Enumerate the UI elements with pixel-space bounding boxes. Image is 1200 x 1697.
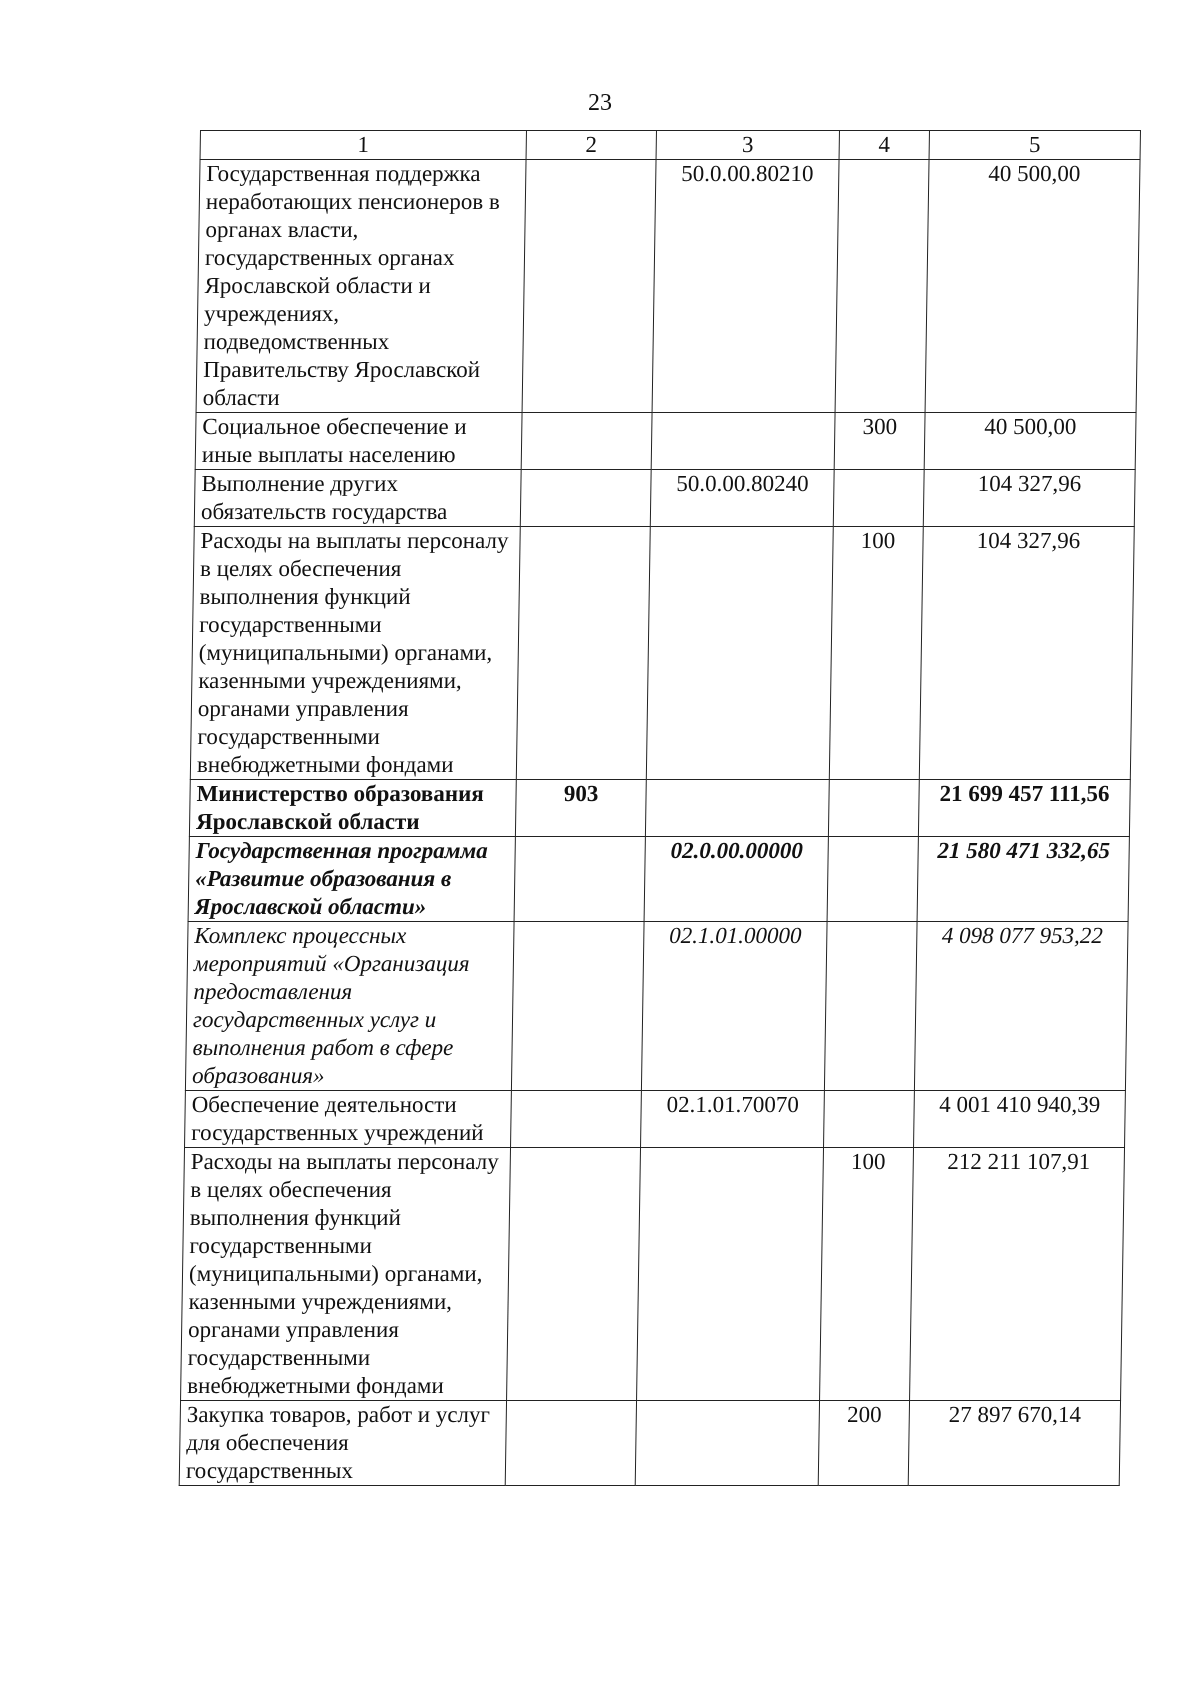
cell-name: Социальное обеспечение и иные выплаты населению bbox=[195, 413, 522, 470]
cell-ministry-code: 903 bbox=[515, 780, 646, 837]
page-number: 23 bbox=[588, 90, 612, 116]
budget-table-container bbox=[179, 130, 1140, 1486]
cell-name: Выполнение других обязательств государства bbox=[194, 470, 521, 527]
cell-target-article: 02.0.00.00000 bbox=[644, 837, 828, 922]
cell-target-article bbox=[646, 527, 833, 780]
cell-ministry-code bbox=[505, 1401, 636, 1486]
cell-target-article bbox=[637, 1148, 824, 1401]
cell-expense-type bbox=[835, 160, 929, 413]
table-header-row bbox=[200, 131, 1140, 160]
cell-target-article bbox=[645, 780, 829, 837]
cell-ministry-code bbox=[516, 527, 650, 780]
table-row bbox=[185, 922, 1128, 1091]
cell-target-article bbox=[635, 1401, 819, 1486]
cell-name: Расходы на выплаты персоналу в целях обеспечения выполнения функций государственными (муниципальными) органами, казенными учреждениями, органами управления государственными внебюджетными фондами bbox=[181, 1148, 511, 1401]
cell-amount: 21 580 471 332,65 bbox=[917, 837, 1129, 922]
cell-amount: 4 098 077 953,22 bbox=[914, 922, 1128, 1091]
cell-target-article: 02.1.01.00000 bbox=[641, 922, 827, 1091]
header-col-1: 1 bbox=[200, 131, 526, 160]
table-row bbox=[194, 470, 1135, 527]
table-row bbox=[196, 160, 1140, 413]
cell-amount: 27 897 670,14 bbox=[908, 1401, 1120, 1486]
cell-ministry-code bbox=[511, 922, 644, 1091]
cell-expense-type: 300 bbox=[834, 413, 925, 470]
table-row bbox=[185, 1091, 1126, 1148]
cell-name: Государственная программа «Развитие образования в Ярославской области» bbox=[188, 837, 515, 922]
cell-amount: 21 699 457 111,56 bbox=[918, 780, 1130, 837]
cell-amount: 104 327,96 bbox=[919, 527, 1134, 780]
table-row bbox=[195, 413, 1136, 470]
cell-ministry-code bbox=[521, 413, 652, 470]
cell-name: Комплекс процессных мероприятий «Организация предоставления государственных услуг и выполнения работ в сфере образования» bbox=[185, 922, 514, 1091]
cell-target-article: 50.0.00.80240 bbox=[650, 470, 834, 527]
cell-name: Министерство образования Ярославской области bbox=[189, 780, 516, 837]
table-row bbox=[188, 837, 1129, 922]
cell-expense-type bbox=[828, 780, 919, 837]
header-col-2: 2 bbox=[526, 131, 656, 160]
header-col-4: 4 bbox=[839, 131, 929, 160]
header-col-5: 5 bbox=[929, 131, 1140, 160]
cell-name: Обеспечение деятельности государственных учреждений bbox=[185, 1091, 512, 1148]
table-row bbox=[179, 1401, 1120, 1486]
budget-table bbox=[179, 130, 1141, 1486]
cell-ministry-code bbox=[520, 470, 651, 527]
cell-ministry-code bbox=[511, 1091, 642, 1148]
cell-expense-type: 200 bbox=[818, 1401, 909, 1486]
cell-amount: 40 500,00 bbox=[925, 160, 1140, 413]
table-row bbox=[189, 780, 1130, 837]
cell-amount: 40 500,00 bbox=[924, 413, 1136, 470]
table-row bbox=[181, 1148, 1125, 1401]
cell-expense-type bbox=[824, 922, 917, 1091]
cell-expense-type: 100 bbox=[820, 1148, 914, 1401]
cell-amount: 4 001 410 940,39 bbox=[914, 1091, 1126, 1148]
table-row bbox=[190, 527, 1134, 780]
cell-target-article bbox=[651, 413, 835, 470]
cell-ministry-code bbox=[507, 1148, 641, 1401]
cell-ministry-code bbox=[514, 837, 645, 922]
header-col-3: 3 bbox=[656, 131, 839, 160]
cell-name: Государственная поддержка неработающих пенсионеров в органах власти, государственных органах Ярославской области и учреждениях, подведомственных Правительству Ярославской области bbox=[196, 160, 526, 413]
cell-amount: 212 211 107,91 bbox=[910, 1148, 1125, 1401]
cell-expense-type bbox=[833, 470, 924, 527]
cell-name: Расходы на выплаты персоналу в целях обеспечения выполнения функций государственными (муниципальными) органами, казенными учреждениями, органами управления государственными внебюджетными фондами bbox=[190, 527, 520, 780]
cell-ministry-code bbox=[522, 160, 656, 413]
cell-amount: 104 327,96 bbox=[923, 470, 1135, 527]
cell-target-article: 50.0.00.80210 bbox=[652, 160, 839, 413]
cell-expense-type: 100 bbox=[829, 527, 923, 780]
cell-expense-type bbox=[824, 1091, 915, 1148]
cell-name: Закупка товаров, работ и услуг для обеспечения государственных bbox=[179, 1401, 506, 1486]
cell-expense-type bbox=[827, 837, 918, 922]
cell-target-article: 02.1.01.70070 bbox=[641, 1091, 825, 1148]
